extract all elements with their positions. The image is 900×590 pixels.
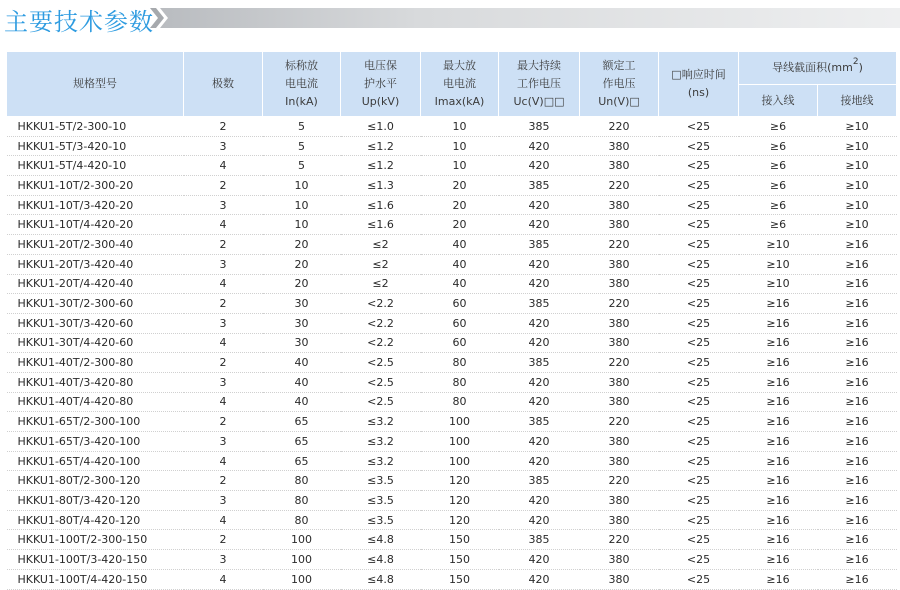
- cell-un: 380: [580, 215, 659, 235]
- cell-up: ≤4.8: [341, 550, 421, 570]
- cell-up: ≤2: [341, 235, 421, 255]
- cell-wire-ground: ≥10: [818, 156, 897, 176]
- cell-response: <25: [659, 274, 739, 294]
- cell-wire-ground: ≥16: [818, 530, 897, 550]
- header-response: □响应时间 (ns): [659, 52, 739, 117]
- cell-poles: 3: [184, 195, 263, 215]
- cell-wire-ground: ≥16: [818, 510, 897, 530]
- cell-wire-in: ≥16: [739, 471, 818, 491]
- header-wire-in: 接入线: [739, 85, 818, 117]
- cell-poles: 3: [184, 372, 263, 392]
- cell-in: 30: [263, 294, 341, 314]
- cell-in: 10: [263, 215, 341, 235]
- cell-wire-in: ≥16: [739, 294, 818, 314]
- header-up: 电压保 护水平 Up(kV): [341, 52, 421, 117]
- cell-uc: 385: [499, 294, 580, 314]
- cell-in: 40: [263, 392, 341, 412]
- cell-in: 30: [263, 313, 341, 333]
- cell-imax: 100: [421, 451, 499, 471]
- cell-in: 10: [263, 195, 341, 215]
- cell-wire-ground: ≥16: [818, 294, 897, 314]
- cell-uc: 420: [499, 569, 580, 589]
- page-title: 主要技术参数: [4, 8, 154, 36]
- cell-poles: 4: [184, 333, 263, 353]
- cell-response: <25: [659, 333, 739, 353]
- cell-in: 100: [263, 530, 341, 550]
- cell-up: <2.2: [341, 294, 421, 314]
- cell-wire-in: ≥16: [739, 491, 818, 511]
- cell-response: <25: [659, 235, 739, 255]
- cell-un: 380: [580, 274, 659, 294]
- cell-wire-in: ≥10: [739, 274, 818, 294]
- cell-un: 380: [580, 451, 659, 471]
- cell-in: 65: [263, 412, 341, 432]
- cell-uc: 420: [499, 372, 580, 392]
- cell-in: 65: [263, 432, 341, 452]
- cell-un: 220: [580, 353, 659, 373]
- table-row: [7, 294, 897, 314]
- cell-model: HKKU1-100T/4-420-150: [7, 569, 184, 589]
- cell-imax: 120: [421, 510, 499, 530]
- cell-response: <25: [659, 550, 739, 570]
- cell-up: ≤2: [341, 254, 421, 274]
- cell-imax: 10: [421, 156, 499, 176]
- cell-wire-ground: ≥10: [818, 117, 897, 137]
- cell-poles: 3: [184, 550, 263, 570]
- cell-uc: 420: [499, 392, 580, 412]
- cell-imax: 40: [421, 235, 499, 255]
- cell-model: HKKU1-40T/2-300-80: [7, 353, 184, 373]
- cell-response: <25: [659, 136, 739, 156]
- cell-poles: 3: [184, 136, 263, 156]
- cell-wire-ground: ≥16: [818, 235, 897, 255]
- cell-wire-ground: ≥10: [818, 176, 897, 196]
- cell-uc: 420: [499, 313, 580, 333]
- cell-up: ≤3.5: [341, 510, 421, 530]
- cell-wire-in: ≥6: [739, 136, 818, 156]
- cell-poles: 2: [184, 117, 263, 137]
- cell-up: ≤3.2: [341, 432, 421, 452]
- cell-imax: 100: [421, 412, 499, 432]
- cell-un: 380: [580, 136, 659, 156]
- cell-up: ≤4.8: [341, 569, 421, 589]
- table-row: [7, 333, 897, 353]
- cell-poles: 4: [184, 510, 263, 530]
- cell-wire-ground: ≥16: [818, 353, 897, 373]
- table-row: [7, 313, 897, 333]
- cell-imax: 120: [421, 471, 499, 491]
- cell-poles: 2: [184, 294, 263, 314]
- table-row: [7, 451, 897, 471]
- cell-response: <25: [659, 254, 739, 274]
- cell-uc: 420: [499, 333, 580, 353]
- cell-up: <2.5: [341, 372, 421, 392]
- table-row: [7, 235, 897, 255]
- cell-model: HKKU1-10T/2-300-20: [7, 176, 184, 196]
- cell-model: HKKU1-100T/3-420-150: [7, 550, 184, 570]
- cell-wire-in: ≥16: [739, 313, 818, 333]
- cell-poles: 3: [184, 254, 263, 274]
- cell-uc: 420: [499, 491, 580, 511]
- header-imax: 最大放 电电流 Imax(kA): [421, 52, 499, 117]
- cell-wire-in: ≥16: [739, 569, 818, 589]
- cell-up: ≤3.2: [341, 412, 421, 432]
- cell-un: 220: [580, 471, 659, 491]
- cell-response: <25: [659, 451, 739, 471]
- cell-imax: 10: [421, 117, 499, 137]
- page-header: [0, 0, 900, 36]
- table-row: [7, 491, 897, 511]
- cell-un: 380: [580, 372, 659, 392]
- cell-in: 20: [263, 274, 341, 294]
- cell-response: <25: [659, 471, 739, 491]
- cell-response: <25: [659, 353, 739, 373]
- header-in: 标称放 电电流 In(kA): [263, 52, 341, 117]
- cell-up: <2.5: [341, 392, 421, 412]
- cell-wire-in: ≥16: [739, 333, 818, 353]
- table-row: [7, 510, 897, 530]
- cell-wire-in: ≥16: [739, 372, 818, 392]
- cell-wire-ground: ≥16: [818, 392, 897, 412]
- cell-un: 220: [580, 176, 659, 196]
- cell-up: <2.2: [341, 313, 421, 333]
- cell-poles: 4: [184, 156, 263, 176]
- cell-model: HKKU1-5T/3-420-10: [7, 136, 184, 156]
- cell-wire-ground: ≥16: [818, 372, 897, 392]
- cell-wire-in: ≥6: [739, 156, 818, 176]
- cell-imax: 40: [421, 274, 499, 294]
- cell-un: 380: [580, 156, 659, 176]
- cell-poles: 4: [184, 274, 263, 294]
- cell-up: ≤3.5: [341, 471, 421, 491]
- cell-imax: 40: [421, 254, 499, 274]
- cell-response: <25: [659, 530, 739, 550]
- table-row: [7, 372, 897, 392]
- cell-response: <25: [659, 372, 739, 392]
- cell-poles: 4: [184, 451, 263, 471]
- cell-imax: 10: [421, 136, 499, 156]
- cell-un: 380: [580, 333, 659, 353]
- table-row: [7, 274, 897, 294]
- cell-uc: 420: [499, 274, 580, 294]
- cell-imax: 150: [421, 550, 499, 570]
- cell-model: HKKU1-10T/4-420-20: [7, 215, 184, 235]
- cell-response: <25: [659, 294, 739, 314]
- cell-uc: 420: [499, 451, 580, 471]
- cell-uc: 385: [499, 412, 580, 432]
- cell-in: 10: [263, 176, 341, 196]
- cell-up: ≤4.8: [341, 530, 421, 550]
- cell-imax: 150: [421, 569, 499, 589]
- cell-up: ≤1.3: [341, 176, 421, 196]
- cell-model: HKKU1-30T/4-420-60: [7, 333, 184, 353]
- cell-model: HKKU1-20T/3-420-40: [7, 254, 184, 274]
- cell-wire-in: ≥16: [739, 510, 818, 530]
- cell-poles: 4: [184, 392, 263, 412]
- cell-poles: 2: [184, 471, 263, 491]
- cell-wire-in: ≥16: [739, 451, 818, 471]
- cell-up: ≤1.2: [341, 156, 421, 176]
- cell-poles: 2: [184, 353, 263, 373]
- cell-wire-ground: ≥16: [818, 491, 897, 511]
- cell-uc: 420: [499, 195, 580, 215]
- cell-in: 5: [263, 156, 341, 176]
- cell-poles: 2: [184, 176, 263, 196]
- cell-imax: 150: [421, 530, 499, 550]
- cell-in: 20: [263, 254, 341, 274]
- cell-in: 40: [263, 372, 341, 392]
- table-row: [7, 215, 897, 235]
- table-row: [7, 412, 897, 432]
- cell-imax: 20: [421, 195, 499, 215]
- cell-in: 100: [263, 550, 341, 570]
- header-poles: 极数: [184, 52, 263, 117]
- table-row: [7, 432, 897, 452]
- cell-response: <25: [659, 156, 739, 176]
- cell-up: ≤1.6: [341, 195, 421, 215]
- cell-model: HKKU1-65T/3-420-100: [7, 432, 184, 452]
- cell-uc: 385: [499, 235, 580, 255]
- cell-up: <2.2: [341, 333, 421, 353]
- cell-un: 220: [580, 530, 659, 550]
- cell-uc: 385: [499, 176, 580, 196]
- cell-wire-in: ≥6: [739, 215, 818, 235]
- cell-poles: 3: [184, 491, 263, 511]
- cell-wire-in: ≥6: [739, 176, 818, 196]
- header-wire-ground: 接地线: [818, 85, 897, 117]
- cell-wire-ground: ≥16: [818, 471, 897, 491]
- cell-in: 80: [263, 471, 341, 491]
- cell-imax: 60: [421, 294, 499, 314]
- cell-in: 80: [263, 510, 341, 530]
- table-row: [7, 392, 897, 412]
- cell-up: ≤3.2: [341, 451, 421, 471]
- cell-imax: 80: [421, 372, 499, 392]
- cell-wire-in: ≥16: [739, 412, 818, 432]
- cell-uc: 420: [499, 136, 580, 156]
- cell-imax: 100: [421, 432, 499, 452]
- cell-un: 380: [580, 432, 659, 452]
- table-row: [7, 550, 897, 570]
- cell-up: ≤1.2: [341, 136, 421, 156]
- cell-model: HKKU1-20T/4-420-40: [7, 274, 184, 294]
- cell-uc: 420: [499, 215, 580, 235]
- cell-imax: 120: [421, 491, 499, 511]
- cell-wire-ground: ≥16: [818, 313, 897, 333]
- cell-model: HKKU1-40T/3-420-80: [7, 372, 184, 392]
- cell-un: 380: [580, 510, 659, 530]
- cell-in: 20: [263, 235, 341, 255]
- cell-uc: 385: [499, 471, 580, 491]
- cell-response: <25: [659, 215, 739, 235]
- cell-wire-ground: ≥10: [818, 195, 897, 215]
- cell-imax: 80: [421, 392, 499, 412]
- cell-model: HKKU1-65T/2-300-100: [7, 412, 184, 432]
- cell-model: HKKU1-100T/2-300-150: [7, 530, 184, 550]
- cell-un: 380: [580, 569, 659, 589]
- table-row: [7, 176, 897, 196]
- cell-poles: 2: [184, 235, 263, 255]
- cell-wire-in: ≥16: [739, 392, 818, 412]
- cell-wire-in: ≥16: [739, 530, 818, 550]
- cell-in: 65: [263, 451, 341, 471]
- cell-imax: 60: [421, 333, 499, 353]
- cell-un: 380: [580, 550, 659, 570]
- cell-in: 80: [263, 491, 341, 511]
- table-row: [7, 353, 897, 373]
- cell-wire-ground: ≥16: [818, 333, 897, 353]
- cell-up: ≤1.6: [341, 215, 421, 235]
- cell-response: <25: [659, 313, 739, 333]
- cell-response: <25: [659, 491, 739, 511]
- header-wire-group: 导线截面积$(mm^2)$: [739, 52, 897, 85]
- cell-wire-in: ≥10: [739, 254, 818, 274]
- cell-in: 30: [263, 333, 341, 353]
- cell-model: HKKU1-80T/2-300-120: [7, 471, 184, 491]
- cell-wire-in: ≥16: [739, 550, 818, 570]
- cell-wire-ground: ≥16: [818, 569, 897, 589]
- cell-wire-in: ≥10: [739, 235, 818, 255]
- cell-in: 40: [263, 353, 341, 373]
- cell-uc: 420: [499, 156, 580, 176]
- header-uc: 最大持续 工作电压 Uc(V)□□: [499, 52, 580, 117]
- cell-poles: 3: [184, 313, 263, 333]
- cell-poles: 2: [184, 530, 263, 550]
- cell-up: ≤2: [341, 274, 421, 294]
- cell-uc: 385: [499, 117, 580, 137]
- cell-wire-ground: ≥10: [818, 215, 897, 235]
- cell-wire-in: ≥6: [739, 117, 818, 137]
- cell-uc: 385: [499, 353, 580, 373]
- header-un: 额定工 作电压 Un(V)□: [580, 52, 659, 117]
- cell-model: HKKU1-30T/3-420-60: [7, 313, 184, 333]
- cell-un: 380: [580, 254, 659, 274]
- table-row: [7, 195, 897, 215]
- cell-model: HKKU1-10T/3-420-20: [7, 195, 184, 215]
- table-header: [7, 52, 897, 117]
- cell-un: 380: [580, 313, 659, 333]
- table-row: [7, 117, 897, 137]
- cell-poles: 2: [184, 412, 263, 432]
- cell-wire-ground: ≥16: [818, 412, 897, 432]
- cell-model: HKKU1-5T/4-420-10: [7, 156, 184, 176]
- table-row: [7, 254, 897, 274]
- cell-response: <25: [659, 195, 739, 215]
- cell-up: <2.5: [341, 353, 421, 373]
- cell-wire-ground: ≥16: [818, 550, 897, 570]
- cell-response: <25: [659, 392, 739, 412]
- cell-response: <25: [659, 412, 739, 432]
- cell-response: <25: [659, 432, 739, 452]
- cell-poles: 4: [184, 215, 263, 235]
- cell-un: 220: [580, 117, 659, 137]
- cell-model: HKKU1-20T/2-300-40: [7, 235, 184, 255]
- cell-response: <25: [659, 117, 739, 137]
- cell-un: 220: [580, 412, 659, 432]
- cell-model: HKKU1-40T/4-420-80: [7, 392, 184, 412]
- table-body: [7, 117, 897, 590]
- cell-uc: 420: [499, 550, 580, 570]
- cell-wire-ground: ≥16: [818, 432, 897, 452]
- cell-model: HKKU1-80T/4-420-120: [7, 510, 184, 530]
- table-row: [7, 136, 897, 156]
- cell-wire-ground: ≥10: [818, 136, 897, 156]
- table-row: [7, 156, 897, 176]
- cell-imax: 20: [421, 215, 499, 235]
- table-row: [7, 569, 897, 589]
- cell-un: 380: [580, 491, 659, 511]
- cell-up: ≤1.0: [341, 117, 421, 137]
- cell-un: 220: [580, 294, 659, 314]
- header-model: 规格型号: [7, 52, 184, 117]
- cell-un: 220: [580, 235, 659, 255]
- table-row: [7, 471, 897, 491]
- cell-up: ≤3.5: [341, 491, 421, 511]
- cell-response: <25: [659, 569, 739, 589]
- cell-uc: 420: [499, 510, 580, 530]
- cell-model: HKKU1-65T/4-420-100: [7, 451, 184, 471]
- cell-poles: 4: [184, 569, 263, 589]
- cell-un: 380: [580, 392, 659, 412]
- cell-imax: 60: [421, 313, 499, 333]
- title-arrow-bar: [150, 8, 900, 28]
- cell-wire-ground: ≥16: [818, 451, 897, 471]
- cell-uc: 420: [499, 432, 580, 452]
- cell-in: 100: [263, 569, 341, 589]
- cell-response: <25: [659, 176, 739, 196]
- cell-in: 5: [263, 117, 341, 137]
- cell-wire-ground: ≥16: [818, 254, 897, 274]
- cell-uc: 420: [499, 254, 580, 274]
- cell-wire-ground: ≥16: [818, 274, 897, 294]
- cell-model: HKKU1-80T/3-420-120: [7, 491, 184, 511]
- cell-model: HKKU1-5T/2-300-10: [7, 117, 184, 137]
- cell-response: <25: [659, 510, 739, 530]
- table-row: [7, 530, 897, 550]
- spec-table: [6, 51, 897, 590]
- cell-un: 380: [580, 195, 659, 215]
- cell-in: 5: [263, 136, 341, 156]
- cell-imax: 80: [421, 353, 499, 373]
- cell-uc: 385: [499, 530, 580, 550]
- cell-wire-in: ≥16: [739, 432, 818, 452]
- cell-poles: 3: [184, 432, 263, 452]
- cell-wire-in: ≥16: [739, 353, 818, 373]
- cell-imax: 20: [421, 176, 499, 196]
- cell-wire-in: ≥6: [739, 195, 818, 215]
- cell-model: HKKU1-30T/2-300-60: [7, 294, 184, 314]
